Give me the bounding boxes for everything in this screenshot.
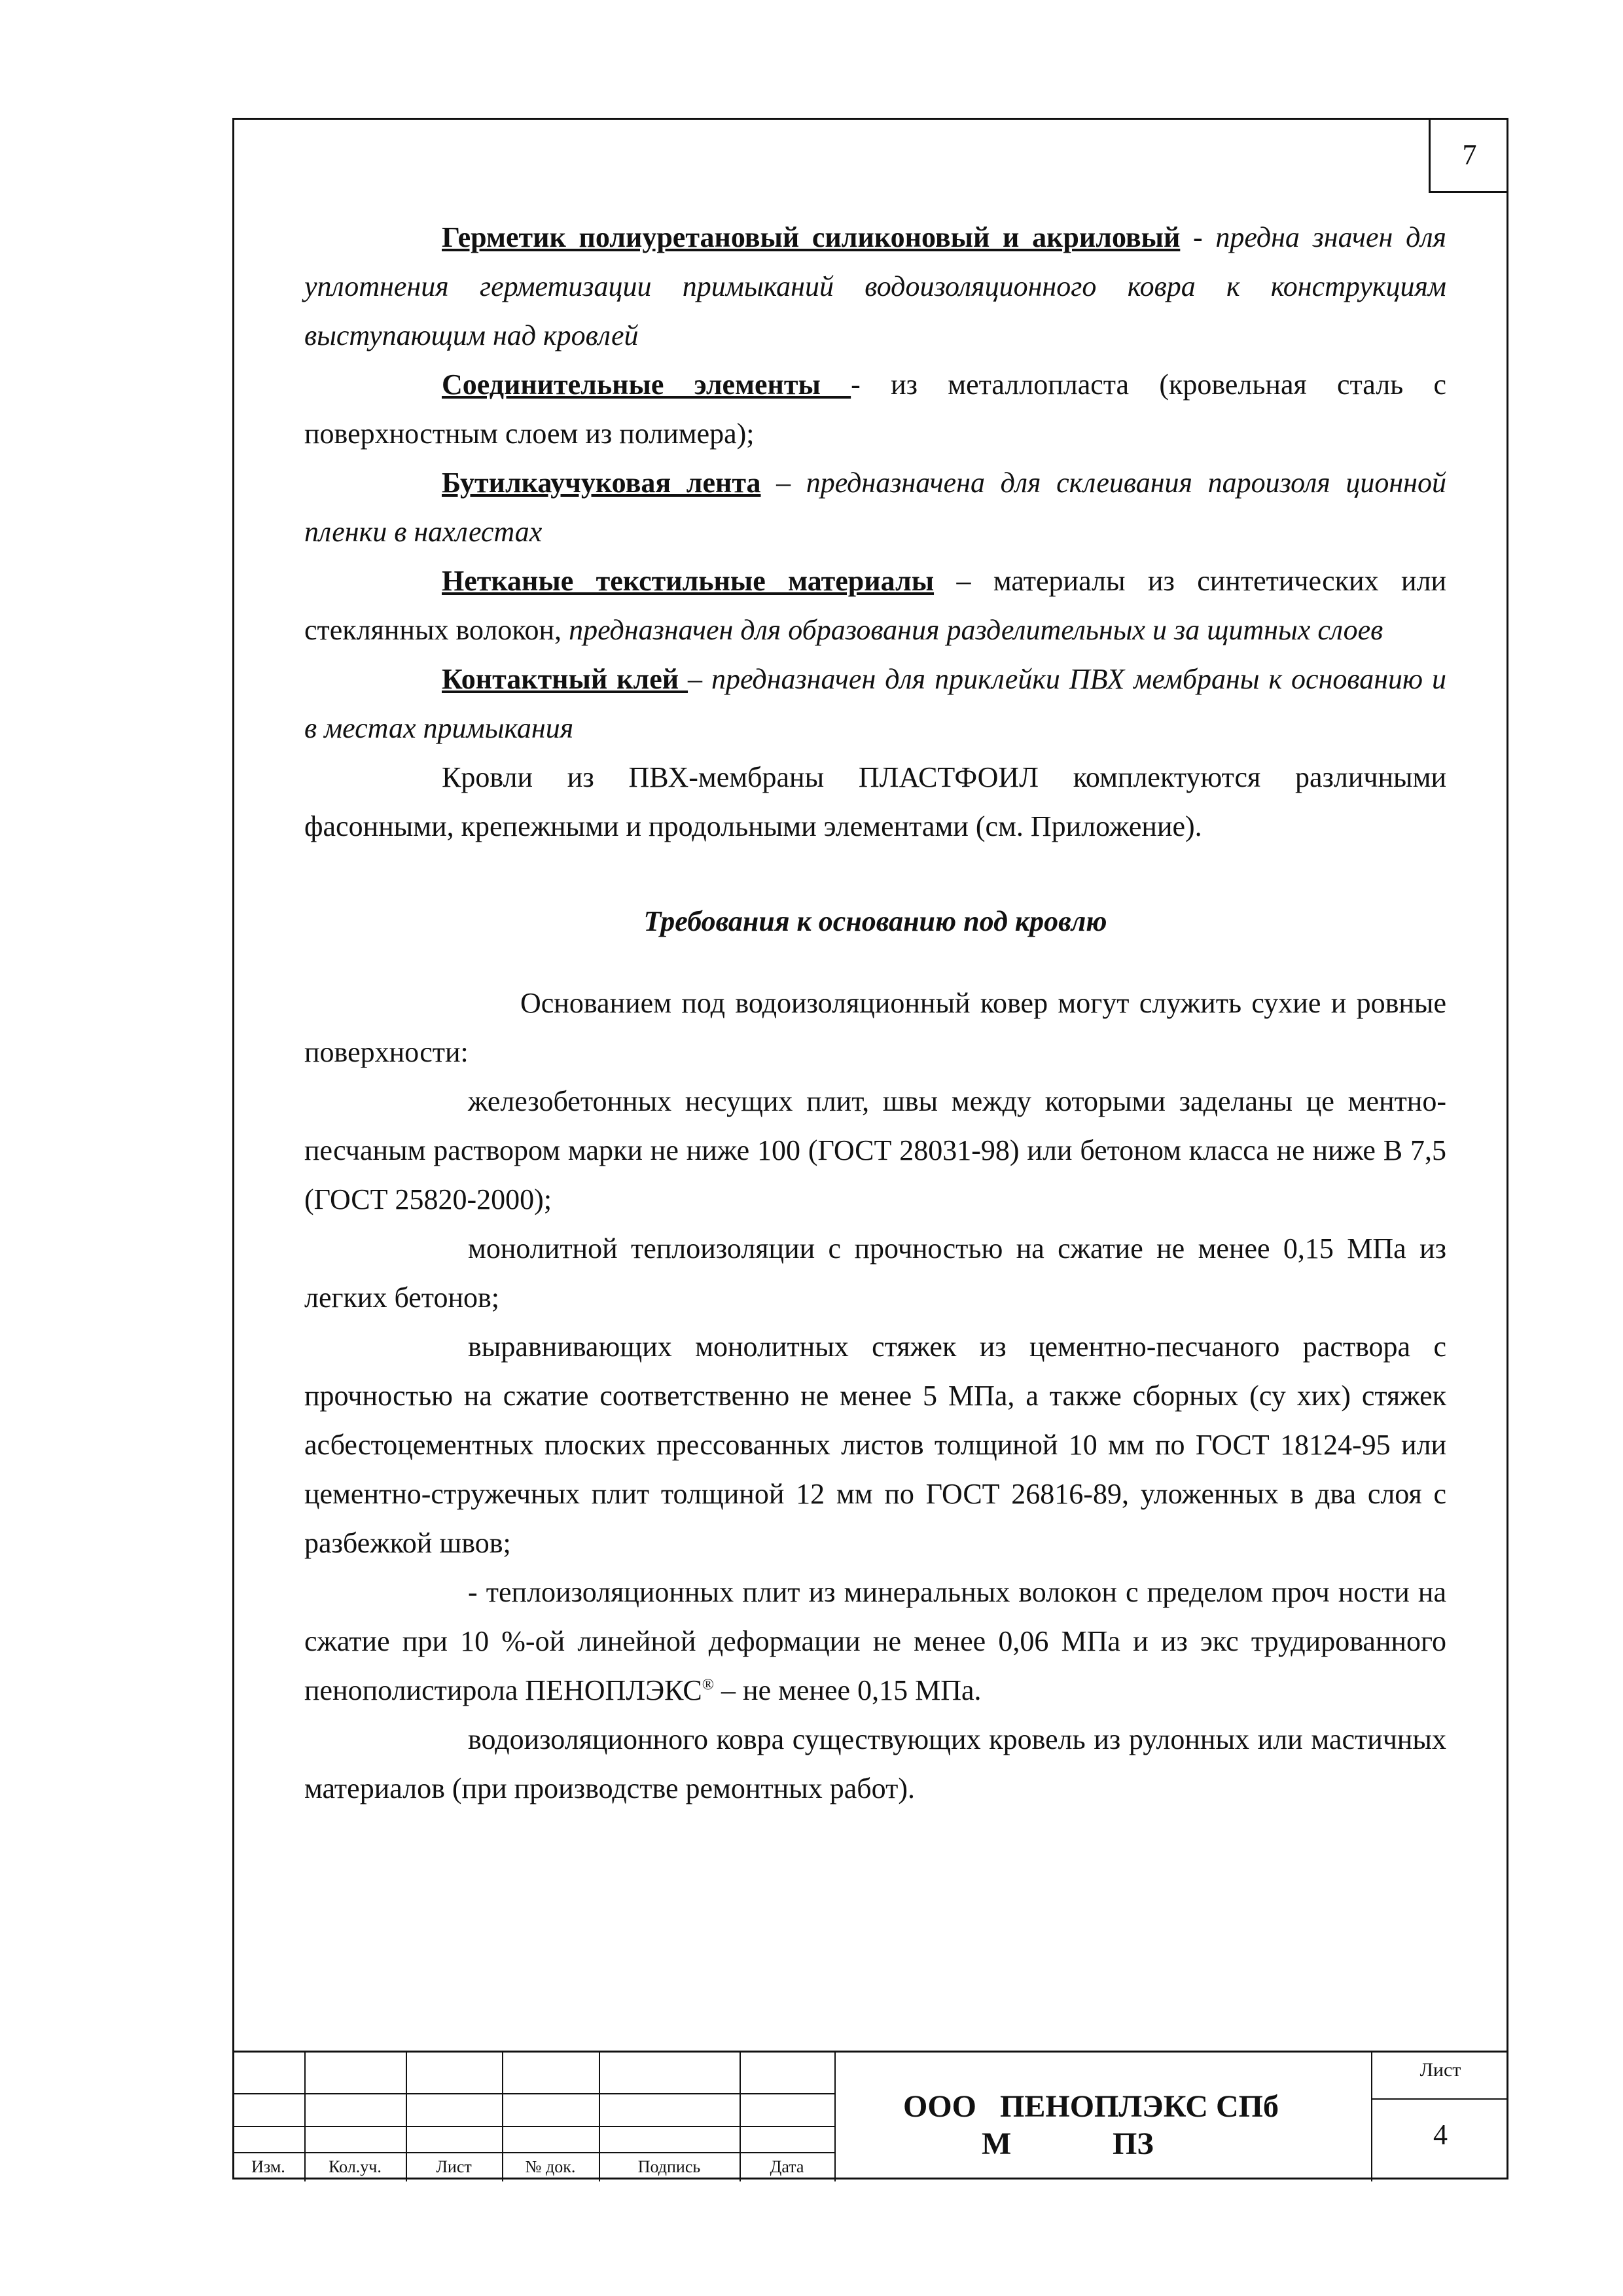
term: Соединительные элементы bbox=[442, 368, 851, 401]
list-item: железобетонных несущих плит, швы между которыми заделаны це ментно-песчаным раствором марки не ниже 100 (ГОСТ 28031-98) или бетоном класса не ниже В 7,5 (ГОСТ 25820-2000); bbox=[304, 1085, 1446, 1215]
definition: предна значен для уплотнения герметизации примыканий водоизоляционного ковра к конструкциям выступающим над кровлей bbox=[304, 221, 1446, 351]
term: Бутилкаучуковая лента bbox=[442, 467, 761, 499]
header-qty: Кол.уч. bbox=[329, 2157, 382, 2176]
term: Контактный клей bbox=[442, 663, 688, 695]
section-heading: Требования к основанию под кровлю bbox=[643, 905, 1107, 937]
definition: предназначен для приклейки ПВХ мембраны к основанию и в местах примыкания bbox=[304, 663, 1447, 744]
header-change: Изм. bbox=[251, 2157, 285, 2176]
list-item: монолитной теплоизоляции с прочностью на сжатие не менее 0,15 МПа из легких бетонов; bbox=[304, 1232, 1446, 1314]
section-intro: Основанием под водоизоляционный ковер могут служить сухие и ровные поверхности: bbox=[304, 987, 1446, 1068]
sheet-divider bbox=[1371, 2098, 1508, 2100]
header-doc-no: № док. bbox=[525, 2157, 576, 2176]
paragraph-contact-glue: Контактный клей – предназначен для приклейки ПВХ мембраны к основанию и в местах примыкания bbox=[304, 663, 1447, 744]
paragraph-butyl-tape: Бутилкаучуковая лента – предназначена для склеивания пароизоля ционной пленки в нахлестах bbox=[304, 467, 1446, 548]
sheet-label: Лист bbox=[1419, 2059, 1461, 2081]
term: Герметик полиуретановый силиконовый и акриловый bbox=[442, 221, 1181, 253]
definition: из металлопласта (кровельная сталь с поверхностным слоем из полимера); bbox=[304, 368, 1447, 450]
sheet-number: 4 bbox=[1433, 2119, 1448, 2151]
stamp-row-line bbox=[232, 2126, 834, 2127]
stamp-row-line bbox=[232, 2093, 834, 2094]
header-signature: Подпись bbox=[637, 2157, 701, 2176]
definition: предназначена для склеивания пароизоля ционной пленки в нахлестах bbox=[304, 467, 1446, 548]
list-item: выравнивающих монолитных стяжек из цементно-песчаного раствора с прочностью на сжатие соответственно не менее 5 МПа, а также сборных (су хих) стяжек асбестоцементных плоских прессованных листов толщиной 10 мм по ГОСТ 18124-95 или цементно-стружечных плит толщиной 12 мм по ГОСТ 26816-89, уложенных в два слоя с разбежкой швов; bbox=[304, 1331, 1446, 1559]
paragraph-connectors: Соединительные элементы - из металлопласта (кровельная сталь с поверхностным слоем из полимера); bbox=[304, 368, 1447, 450]
page-number: 7 bbox=[1429, 118, 1508, 193]
org-line-2-left: М bbox=[982, 2126, 1012, 2161]
definition-italic: предназначен для образования разделительных и за щитных слоев bbox=[569, 614, 1383, 646]
header-sheet: Лист bbox=[436, 2157, 472, 2176]
term: Нетканые текстильные материалы bbox=[442, 565, 935, 597]
document-body bbox=[304, 213, 1446, 1813]
paragraph-sealant: Герметик полиуретановый силиконовый и акриловый - предна значен для уплотнения герметизации примыканий водоизоляционного ковра к конструкциям выступающим над кровлей bbox=[304, 221, 1446, 351]
list-item: - теплоизоляционных плит из минеральных волокон с пределом проч ности на сжатие при 10 %-ой линейной деформации не менее 0,06 МПа и из экс трудированного пенополистирола ПЕНОПЛЭКС® – не менее 0,15 МПа. bbox=[304, 1576, 1446, 1706]
organization-name bbox=[834, 2053, 1371, 2181]
list-item: водоизоляционного ковра существующих кровель из рулонных или мастичных материалов (при производстве ремонтных работ). bbox=[304, 1723, 1446, 1804]
paragraph-nonwoven: Нетканые текстильные материалы – материалы из синтетических или стеклянных волокон, предназначен для образования разделительных и за щитных слоев bbox=[304, 565, 1447, 646]
title-block bbox=[232, 2051, 1508, 2181]
org-line-2-right: ПЗ bbox=[1113, 2126, 1154, 2161]
org-line-1: ООО ПЕНОПЛЭКС СПб bbox=[903, 2089, 1279, 2124]
registered-mark: ® bbox=[702, 1676, 715, 1694]
header-date: Дата bbox=[770, 2157, 804, 2176]
definition: материалы из синтетических или стеклянных волокон, bbox=[304, 565, 1447, 646]
paragraph-intro: Кровли из ПВХ-мембраны ПЛАСТФОИЛ комплектуются различными фасонными, крепежными и продольными элементами (см. Приложение). bbox=[304, 761, 1446, 842]
